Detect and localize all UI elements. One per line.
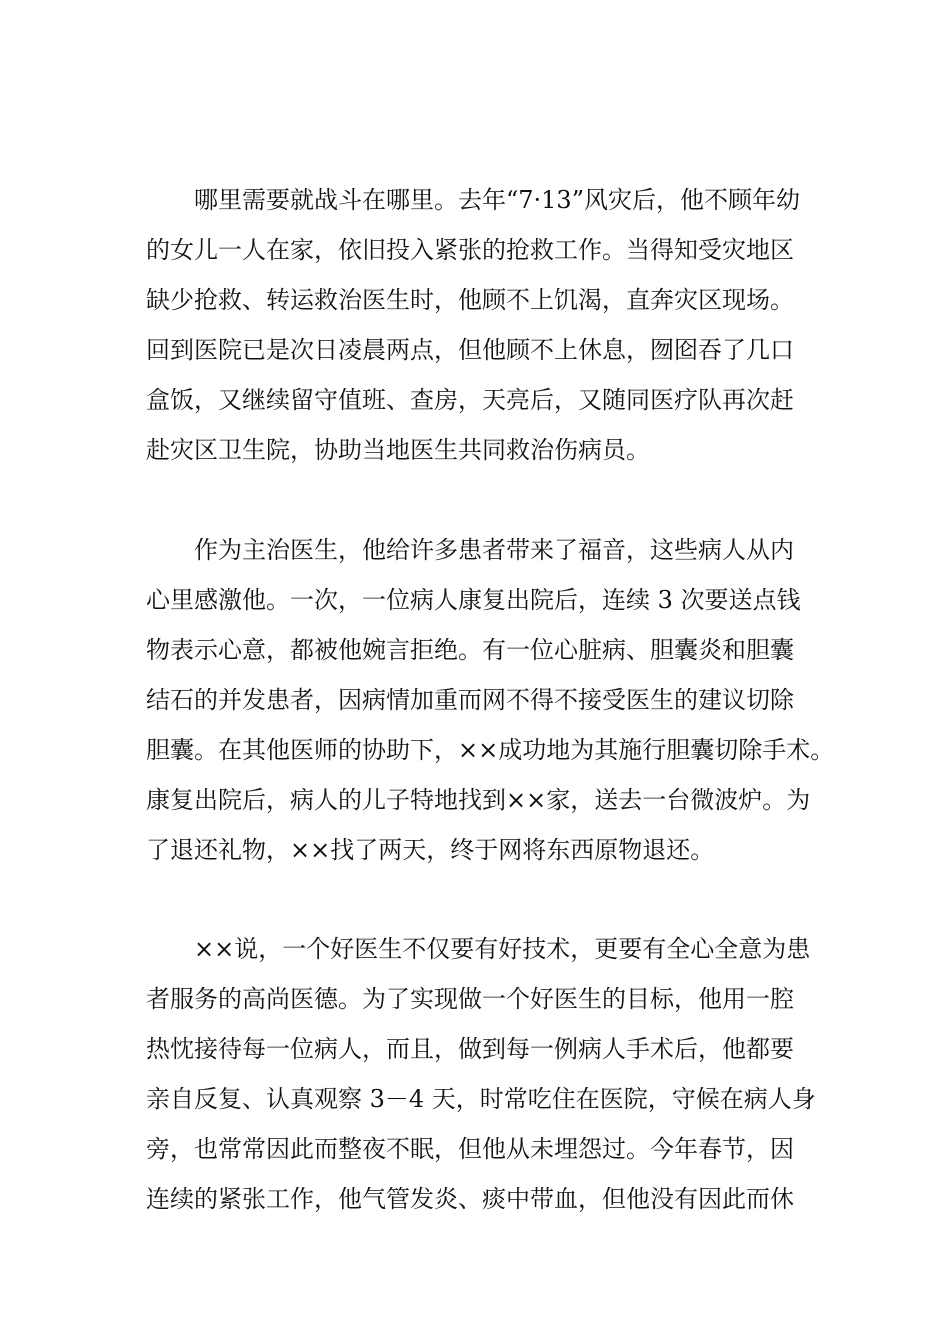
paragraph-line: 热忱接待每一位病人，而且，做到每一例病人手术后，他都要 xyxy=(146,1035,794,1063)
paragraph-line: 旁，也常常因此而整夜不眠，但他从未埋怨过。今年春节，因 xyxy=(146,1135,794,1163)
paragraph-line: 心里感激他。一次，一位病人康复出院后，连续 3 次要送点钱 xyxy=(146,586,801,614)
paragraph-line: 作为主治医生，他给许多患者带来了福音，这些病人从内 xyxy=(194,536,794,564)
paragraph-line: 康复出院后，病人的儿子特地找到××家，送去一台微波炉。为 xyxy=(146,786,811,814)
paragraph-line: 缺少抢救、转运救治医生时，他顾不上饥渴，直奔灾区现场。 xyxy=(146,286,794,314)
paragraph-line: 结石的并发患者，因病情加重而网不得不接受医生的建议切除 xyxy=(146,686,794,714)
paragraph-line: 亲自反复、认真观察 3－4 天，时常吃住在医院，守候在病人身 xyxy=(146,1085,816,1113)
paragraph-line: 的女儿一人在家，依旧投入紧张的抢救工作。当得知受灾地区 xyxy=(146,236,794,264)
paragraph-line: 赴灾区卫生院，协助当地医生共同救治伤病员。 xyxy=(146,436,650,464)
paragraph-line: 盒饭，又继续留守值班、查房，天亮后，又随同医疗队再次赶 xyxy=(146,386,794,414)
paragraph-line: 胆囊。在其他医师的协助下，××成功地为其施行胆囊切除手术。 xyxy=(146,736,835,764)
paragraph-line: 连续的紧张工作，他气管发炎、痰中带血，但他没有因此而休 xyxy=(146,1185,794,1213)
paragraph-line: 了退还礼物，××找了两天，终于网将东西原物退还。 xyxy=(146,836,715,864)
paragraph-line: 者服务的高尚医德。为了实现做一个好医生的目标，他用一腔 xyxy=(146,985,794,1013)
paragraph-line: 回到医院已是次日凌晨两点，但他顾不上休息，囫囵吞了几口 xyxy=(146,336,794,364)
paragraph-line: 物表示心意，都被他婉言拒绝。有一位心脏病、胆囊炎和胆囊 xyxy=(146,636,794,664)
paragraph-line: 哪里需要就战斗在哪里。去年“7·13”风灾后，他不顾年幼 xyxy=(194,186,800,214)
paragraph-line: ××说，一个好医生不仅要有好技术，更要有全心全意为患 xyxy=(194,935,811,963)
